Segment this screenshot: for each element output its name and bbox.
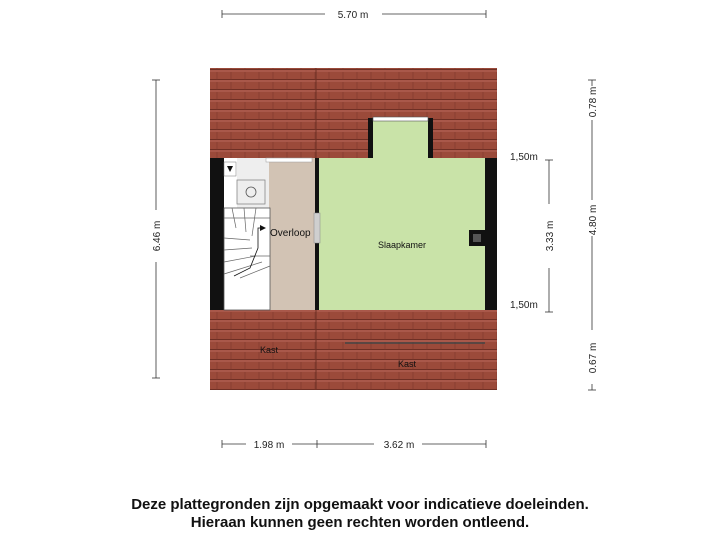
dimension-inner-bottom-label: 1,50m [510, 300, 538, 311]
dimension-right-top-label: 0.78 m [588, 86, 599, 118]
dimension-bottom-left-label: 1.98 m [253, 440, 285, 451]
dimension-inner-top-label: 1,50m [510, 152, 538, 163]
room-label-kast-left: Kast [260, 345, 279, 355]
dimension-bottom-right-label: 3.62 m [383, 440, 415, 451]
disclaimer-line-2: Hieraan kunnen geen rechten worden ontleend. [190, 514, 530, 531]
dimension-right-middle-label: 4.80 m [588, 204, 599, 236]
room-label-kast-right: Kast [398, 359, 417, 369]
wall-left [210, 158, 224, 310]
disclaimer-line-1: Deze plattegronden zijn opgemaakt voor indicatieve doeleinden. [131, 496, 589, 513]
chimney-inner [473, 234, 481, 242]
staircase [224, 208, 270, 310]
bedroom-floor [318, 158, 485, 310]
radiator [266, 158, 312, 162]
dimension-top-label: 5.70 m [337, 10, 369, 21]
roof-top [210, 68, 497, 158]
room-label-overloop: Overloop [270, 228, 311, 239]
dimension-inner-label: 3.33 m [545, 220, 556, 252]
dimension-right-bottom-label: 0.67 m [588, 342, 599, 374]
dimension-left-label: 6.46 m [152, 220, 163, 252]
dormer-wall-left [368, 118, 373, 160]
door-gap [314, 213, 320, 243]
wall-right [485, 158, 497, 310]
roof-bottom [210, 310, 497, 390]
dormer-floor [372, 118, 429, 160]
appliance-box [237, 180, 265, 204]
dormer-window [373, 117, 428, 121]
room-label-slaapkamer: Slaapkamer [378, 240, 427, 250]
dormer-wall-right [428, 118, 433, 160]
